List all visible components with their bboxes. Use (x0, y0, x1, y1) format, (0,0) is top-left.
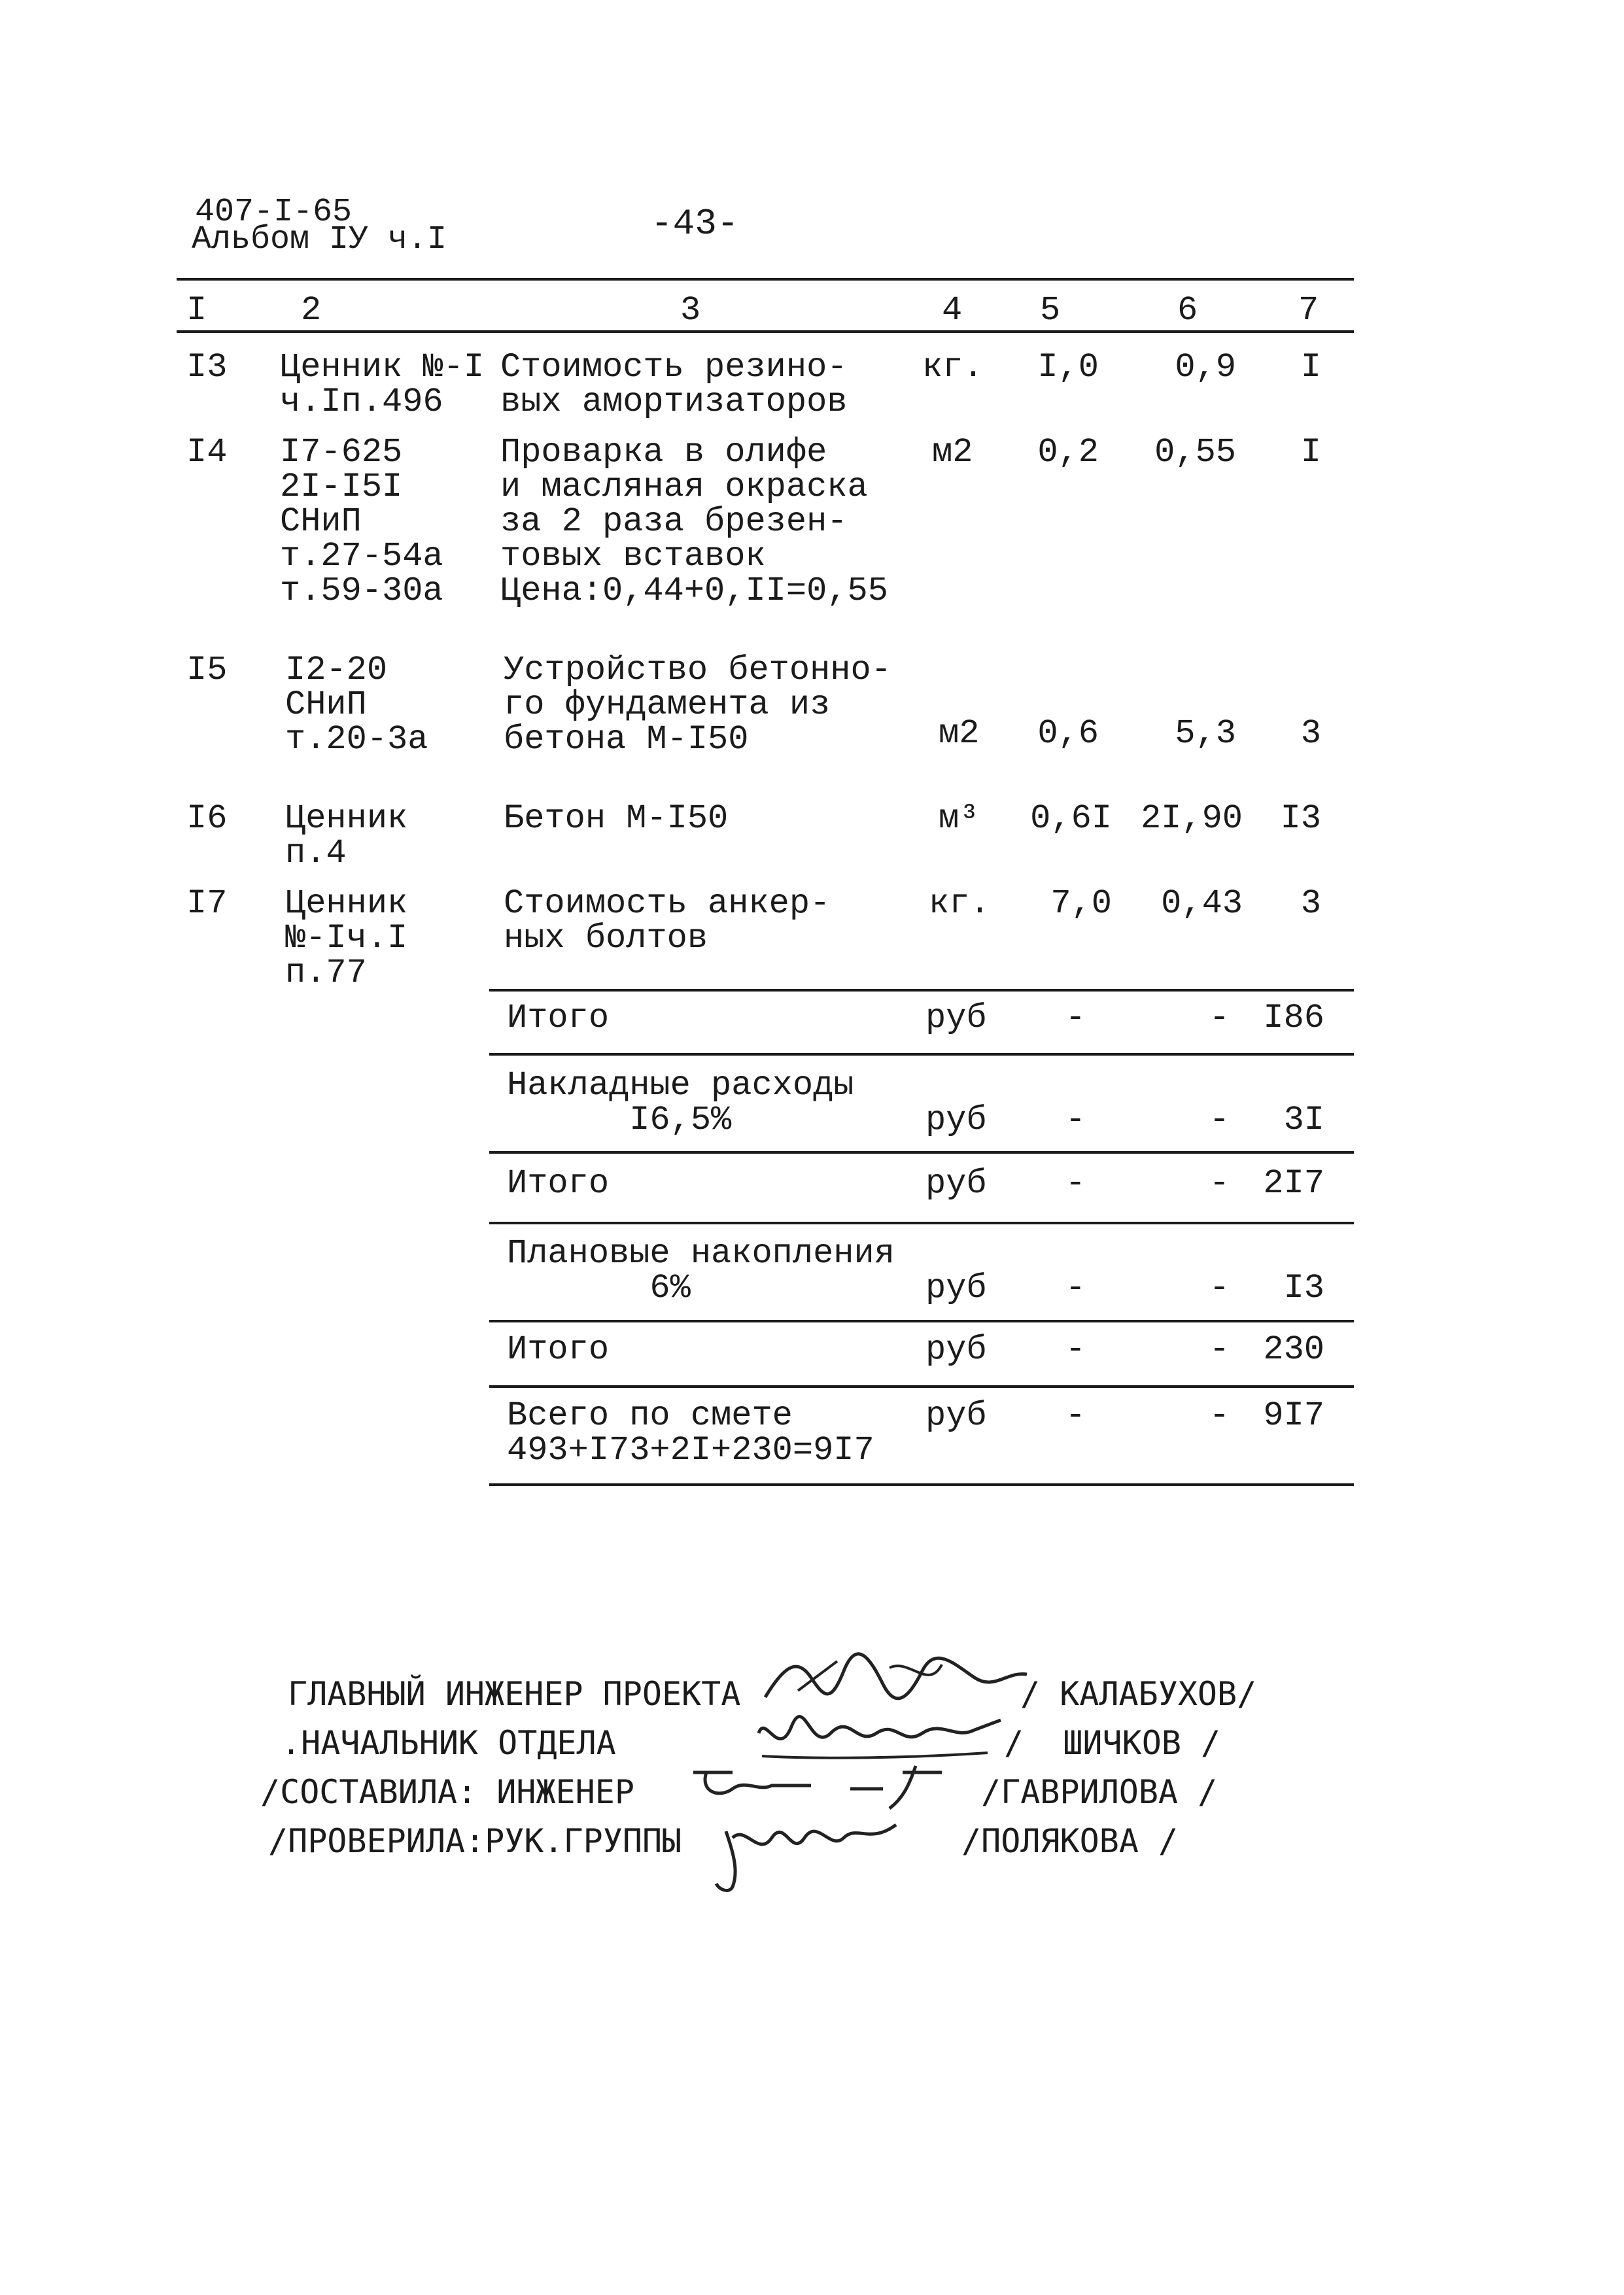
signatory-title: /ПРОВЕРИЛА:РУК.ГРУППЫ (268, 1822, 682, 1860)
row-quantity: 0,6 (1037, 714, 1099, 753)
signatory-name: /ГАВРИЛОВА / (981, 1773, 1218, 1811)
row-description: Проварка в олифе и масляная окраска за 2 раза брезен- товых вставок Цена:0,44+0,II=0,55 (500, 433, 888, 610)
signatory-name: / ШИЧКОВ / (1004, 1724, 1221, 1762)
summary-label: Накладные расходы I6,5% (507, 1066, 854, 1139)
row-total: 3 (1300, 714, 1321, 753)
col-header-2: 2 (301, 291, 322, 330)
row-reference: Ценник №-I ч.Iп.496 (280, 348, 485, 421)
bottom-rule (489, 1483, 1354, 1486)
row-unit: кг. (929, 884, 990, 923)
row-reference: I7-625 2I-I5I СНиП т.27-54а т.59-30а (280, 433, 443, 610)
handwritten-signature (706, 1812, 916, 1897)
summary-total: 2I7 (1263, 1164, 1324, 1203)
summary-price: - (1209, 1396, 1230, 1435)
summary-total: 3I (1283, 1101, 1324, 1139)
summary-unit: руб (925, 1101, 987, 1139)
summary-price: - (1209, 1269, 1230, 1307)
summary-label: Итого (507, 1164, 610, 1203)
row-unit: м2 (939, 714, 980, 753)
signatory-name: /ПОЛЯКОВА / (961, 1822, 1179, 1860)
summary-rule (489, 1151, 1354, 1154)
summary-total: 9I7 (1263, 1396, 1324, 1435)
row-quantity: 0,6I (1030, 799, 1112, 838)
row-reference: I2-20 СНиП т.20-3а (285, 651, 428, 759)
row-price: 0,9 (1175, 348, 1236, 387)
row-price: 5,3 (1175, 714, 1236, 753)
summary-rule (489, 1385, 1354, 1388)
col-header-3: 3 (680, 291, 701, 330)
signatory-title: ГЛАВНЫЙ ИНЖЕНЕР ПРОЕКТА (288, 1675, 741, 1713)
summary-total: 230 (1263, 1330, 1324, 1369)
summary-unit: руб (925, 999, 987, 1037)
col-header-7: 7 (1298, 291, 1319, 330)
album-label: Альбом IУ ч.I (192, 221, 447, 258)
row-description: Бетон М-I50 (504, 799, 729, 838)
summary-quantity: - (1065, 1269, 1086, 1307)
summary-price: - (1209, 1101, 1230, 1139)
row-price: 0,55 (1154, 433, 1236, 472)
col-header-5: 5 (1040, 291, 1061, 330)
summary-label: Итого (507, 1330, 610, 1369)
row-total: 3 (1300, 884, 1321, 923)
top-rule (177, 278, 1354, 281)
page-number: -43- (651, 203, 739, 245)
row-unit: м2 (932, 433, 973, 472)
header-rule (177, 330, 1354, 333)
row-number: I7 (186, 884, 228, 923)
handwritten-signature (746, 1707, 1007, 1766)
summary-price: - (1209, 1330, 1230, 1369)
summary-rule (489, 1320, 1354, 1322)
summary-quantity: - (1065, 1101, 1086, 1139)
signatory-title: .НАЧАЛЬНИК ОТДЕЛА (281, 1724, 616, 1762)
col-header-1: I (186, 291, 207, 330)
row-quantity: I,0 (1037, 348, 1099, 387)
row-total: I3 (1280, 799, 1321, 838)
row-number: I5 (186, 651, 228, 689)
row-description: Стоимость анкер- ных болтов (504, 884, 831, 958)
summary-quantity: - (1065, 999, 1086, 1037)
row-price: 2I,90 (1140, 799, 1243, 838)
row-total: I (1300, 433, 1321, 472)
row-number: I4 (186, 433, 228, 472)
row-price: 0,43 (1161, 884, 1243, 923)
row-reference: Ценник п.4 (285, 799, 408, 872)
row-quantity: 0,2 (1037, 433, 1099, 472)
summary-total: I86 (1263, 999, 1324, 1037)
row-description: Стоимость резино- вых амортизаторов (500, 348, 848, 421)
row-unit: м³ (939, 799, 980, 838)
summary-quantity: - (1065, 1330, 1086, 1369)
summary-price: - (1209, 999, 1230, 1037)
summary-label: Итого (507, 999, 610, 1037)
row-number: I6 (186, 799, 228, 838)
summary-unit: руб (925, 1330, 987, 1369)
col-header-4: 4 (942, 291, 963, 330)
document-code: 407-I-65 (195, 194, 353, 231)
summary-rule (489, 1222, 1354, 1224)
summary-rule (489, 989, 1354, 992)
signatory-title: /СОСТАВИЛА: ИНЖЕНЕР (260, 1773, 634, 1811)
summary-rule (489, 1053, 1354, 1056)
row-unit: кг. (922, 348, 984, 387)
summary-label: Всего по смете 493+I73+2I+230=9I7 (507, 1396, 874, 1470)
summary-unit: руб (925, 1269, 987, 1307)
summary-unit: руб (925, 1396, 987, 1435)
row-number: I3 (186, 348, 228, 387)
row-quantity: 7,0 (1050, 884, 1112, 923)
col-header-6: 6 (1177, 291, 1198, 330)
summary-label: Плановые накопления 6% (507, 1234, 895, 1307)
signatory-name: / КАЛАБУХОВ/ (1020, 1675, 1257, 1713)
summary-quantity: - (1065, 1396, 1086, 1435)
row-total: I (1300, 348, 1321, 387)
summary-price: - (1209, 1164, 1230, 1203)
summary-total: I3 (1283, 1269, 1324, 1307)
summary-quantity: - (1065, 1164, 1086, 1203)
handwritten-signature (759, 1651, 1033, 1710)
row-description: Устройство бетонно- го фундамента из бетона М-I50 (504, 651, 891, 759)
summary-unit: руб (925, 1164, 987, 1203)
handwritten-signature (680, 1759, 994, 1812)
row-reference: Ценник №-Iч.I п.77 (285, 884, 408, 992)
